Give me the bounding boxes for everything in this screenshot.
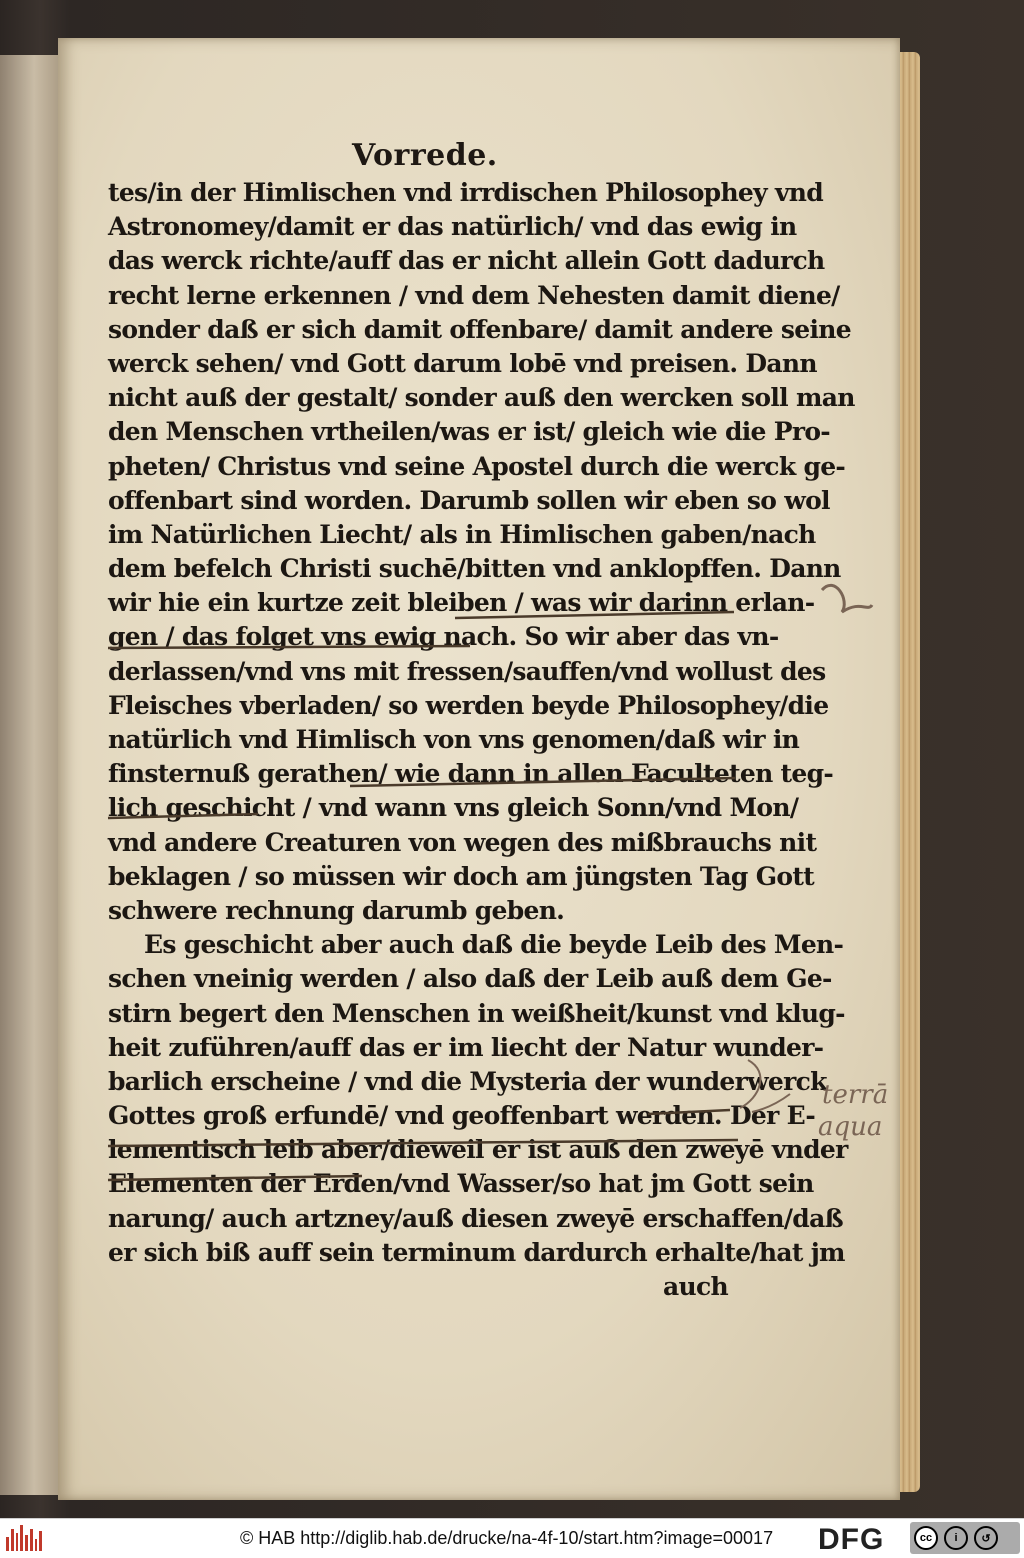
text-line: pheten/ Christus vnd seine Apostel durch die werck ge- [108, 451, 846, 481]
copyright-link[interactable]: © HAB http://diglib.hab.de/drucke/na-4f-10/start.htm?image=00017 [240, 1528, 774, 1548]
margin-note-terra: terrā [822, 1080, 889, 1110]
dfg-logo: DFG [818, 1523, 885, 1556]
text-line: das werck richte/auff das er nicht allein Gott dadurch [108, 246, 825, 276]
text-line: im Natürlichen Liecht/ als in Himlischen gaben/nach [108, 519, 816, 549]
text-line: Elementen der Erden/vnd Wasser/so hat jm Gott sein [108, 1169, 814, 1199]
text-line: dem befelch Christi suchē/bitten vnd anklopffen. Dann [108, 554, 841, 584]
text-line: Astronomey/damit er das natürlich/ vnd das ewig in [108, 212, 797, 242]
share-alike-icon: ↺ [974, 1526, 998, 1550]
cc-license-badge[interactable] [910, 1522, 1020, 1554]
text-line: Gottes groß erfundē/ vnd geoffenbart werden. Der E- [108, 1101, 816, 1131]
margin-note-aqua: aqua [818, 1112, 883, 1142]
text-line: vnd andere Creaturen von wegen des mißbrauchs nit [108, 827, 817, 857]
text-line: beklagen / so müssen wir doch am jüngsten Tag Gott [108, 861, 815, 891]
text-line: schwere rechnung darumb geben. [108, 895, 565, 925]
text-line: werck sehen/ vnd Gott darum lobē vnd preisen. Dann [108, 348, 817, 378]
catchword: auch [663, 1272, 728, 1301]
text-line: gen / das folget vns ewig nach. So wir aber das vn- [108, 622, 779, 652]
text-line: recht lerne erkennen / vnd dem Nehesten damit diene/ [108, 280, 840, 310]
cc-icon: cc [914, 1526, 938, 1550]
text-line: natürlich vnd Himlisch von vns genomen/daß wir in [108, 725, 800, 754]
text-line: tes/in der Himlischen vnd irrdischen Philosophey vnd [108, 178, 824, 207]
text-line: er sich biß auff sein terminum dardurch erhalte/hat jm [108, 1237, 845, 1267]
text-line: schen vneinig werden / also daß der Leib auß dem Ge- [108, 964, 832, 994]
running-head: Vorrede. [352, 138, 498, 173]
text-line: den Menschen vrtheilen/was er ist/ gleich wie die Pro- [108, 417, 830, 447]
text-line: lementisch leib aber/dieweil er ist auß den zweyē vnder [108, 1135, 848, 1165]
text-line: barlich erscheine / vnd die Mysteria der wunderwerck [108, 1066, 827, 1096]
text-line: derlassen/vnd vns mit fressen/sauffen/vnd wollust des [108, 656, 826, 686]
text-line: sonder daß er sich damit offenbare/ damit andere seine [108, 314, 851, 344]
text-line: Es geschicht aber auch daß die beyde Leib des Men- [144, 930, 844, 960]
text-line: offenbart sind worden. Darumb sollen wir eben so wol [108, 485, 830, 515]
text-line: wir hie ein kurtze zeit bleiben / was wir darinn erlan- [108, 588, 815, 618]
text-line: heit zuführen/auff das er im liecht der Natur wunder- [108, 1032, 824, 1062]
text-line: nicht auß der gestalt/ sonder auß den wercken soll man [108, 383, 855, 413]
attribution-icon: i [944, 1526, 968, 1550]
viewer-footer [0, 1518, 1024, 1558]
left-page-edge [0, 55, 62, 1495]
text-line: stirn begert den Menschen in weißheit/kunst vnd klug- [108, 998, 845, 1028]
text-line: lich geschicht / vnd wann vns gleich Sonn/vnd Mon/ [108, 793, 799, 823]
text-line: finsternuß gerathen/ wie dann in allen Faculteten teg- [108, 759, 834, 789]
hab-logo-icon [6, 1525, 42, 1551]
text-line: narung/ auch artzney/auß diesen zweyē erschaffen/daß [108, 1203, 843, 1233]
text-line: Fleisches vberladen/ so werden beyde Philosophey/die [108, 690, 829, 720]
